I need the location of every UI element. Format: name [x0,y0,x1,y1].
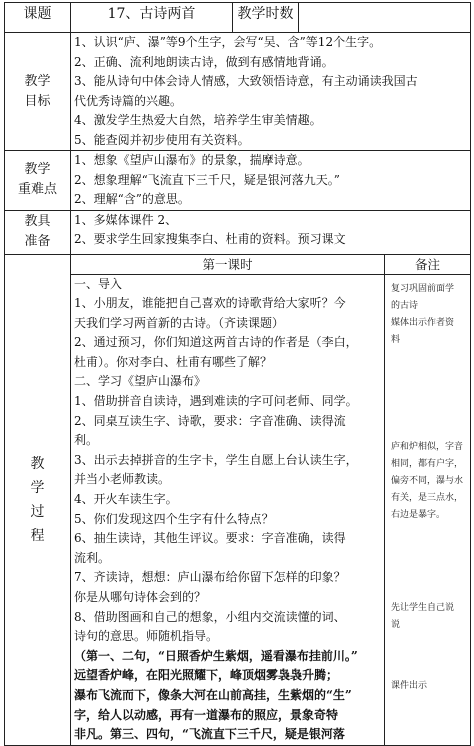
process-line: 天我们学习两首新的古诗。（齐读课题） [74,315,285,330]
process-line: 诗句的意思。师随机指导。 [74,629,219,644]
process-line: 非凡。第三、四句，“飞流直下三千尺，疑是银河落 [74,727,345,742]
note-self-explain: 先让学生自己说 说 [391,602,455,630]
key-points-row [5,151,471,211]
topic-label: 课题 [5,3,71,33]
preparation-row [5,210,471,254]
process-line: 2、同桌互读生字、诗歌，要求：字音准确、读得流 [74,413,346,428]
process-line: 1、借助拼音自读诗，遇到难读的字可问老师、同学。 [74,394,358,409]
process-lines [71,275,384,745]
process-line: 4、开火车读生字。 [74,492,178,507]
note-review: 复习巩固前面学 的古诗 媒体出示作者资 料 [391,283,455,345]
key-points-content [71,151,471,211]
key-points-label: 教学 重难点 [5,151,71,211]
process-line: 1、小朋友，谁能把自己喜欢的诗歌背给大家听？今 [74,296,346,311]
process-line: 一、导入 [74,276,123,291]
process-line: 7、齐读诗，想想：庐山瀑布给你留下怎样的印象？ [74,570,346,585]
objective-line: 代优秀诗篇的兴趣。 [74,93,183,108]
process-line: （第一、二句，“日照香炉生紫烟，遥看瀑布挂前川。” [74,648,358,663]
notes-title: 备注 [385,255,470,275]
process-content [71,254,385,745]
preparation-content [71,210,471,254]
preparation-line: 1、多媒体课件 2、 [74,212,178,227]
process-line: 流利。 [74,550,111,565]
process-line: 2、通过预习，你们知道这两首古诗的作者是（李白， [74,335,358,350]
process-line: 利。 [74,433,99,448]
key-point-line: 2、理解“含”的意思。 [74,192,190,206]
hours-value [299,3,471,33]
topic-value: 17、古诗两首 [71,3,233,33]
objective-line: 2、正确、流利地朗读古诗，做到有感情地背诵。 [74,54,334,69]
header-row [5,3,471,33]
process-line: 6、抽生读诗，其他生评议。要求：字音准确，读得 [74,531,346,546]
process-line: 杜甫）。你对李白、杜甫有哪些了解？ [74,354,273,369]
process-line: 8、借助图画和自己的想象，小组内交流读懂的词、 [74,609,346,624]
process-line: 瀑布飞流而下，像条大河在山前高挂，生紫烟的“生” [74,687,352,702]
key-point-line: 2、想象理解“飞流直下三千尺，疑是银河落九天。” [74,172,340,187]
objective-line: 5、能查阅并初步使用有关资料。 [74,132,250,147]
process-line: 3、出示去掉拼音的生字卡，学生自愿上台认读生字， [74,452,358,467]
lesson-plan-table [4,2,471,746]
note-characters: 庐和炉相似，字音 相同，都有户字， 偏旁不同，瀑与水 有关，是三点水， 右边是暴字。 [391,441,464,520]
process-line: 5、你们发现这四个生字有什么特点？ [74,511,274,526]
objective-line: 1、认识“庐、瀑”等9个生字，会写“吴、含”等12个生字。 [74,35,382,49]
key-point-line: 1、想象《望庐山瀑布》的景象，揣摩诗意。 [74,153,310,167]
notes-column [385,254,471,745]
preparation-label: 教具 准备 [5,210,71,254]
note-courseware: 课件出示 [391,680,428,691]
objective-line: 4、激发学生热爱大自然，培养学生审美情趣。 [74,113,322,127]
objectives-label: 教学 目标 [5,33,71,151]
objectives-row [5,33,471,151]
process-row [5,254,471,745]
objective-line: 3、能从诗句中体会诗人情感，大致领悟诗意，有主动诵读我国古 [74,74,418,88]
process-label: 教 学 过 程 [5,254,71,745]
process-line: 字，给人以动感，再有一道瀑布的照应，景象奇特 [74,707,339,722]
process-line: 并当小老师教读。 [74,472,171,487]
hours-label: 教学时数 [233,3,299,33]
lesson-title: 第一课时 [71,255,384,275]
process-line: 你是从哪句诗体会到的？ [74,590,207,604]
process-line: 远望香炉峰，在阳光照耀下，峰顶烟雾袅袅升腾； [74,668,339,683]
objectives-content [71,33,471,151]
preparation-line: 2、要求学生回家搜集李白、杜甫的资料。预习课文 [74,232,346,246]
process-line: 二、学习《望庐山瀑布》 [74,374,207,389]
